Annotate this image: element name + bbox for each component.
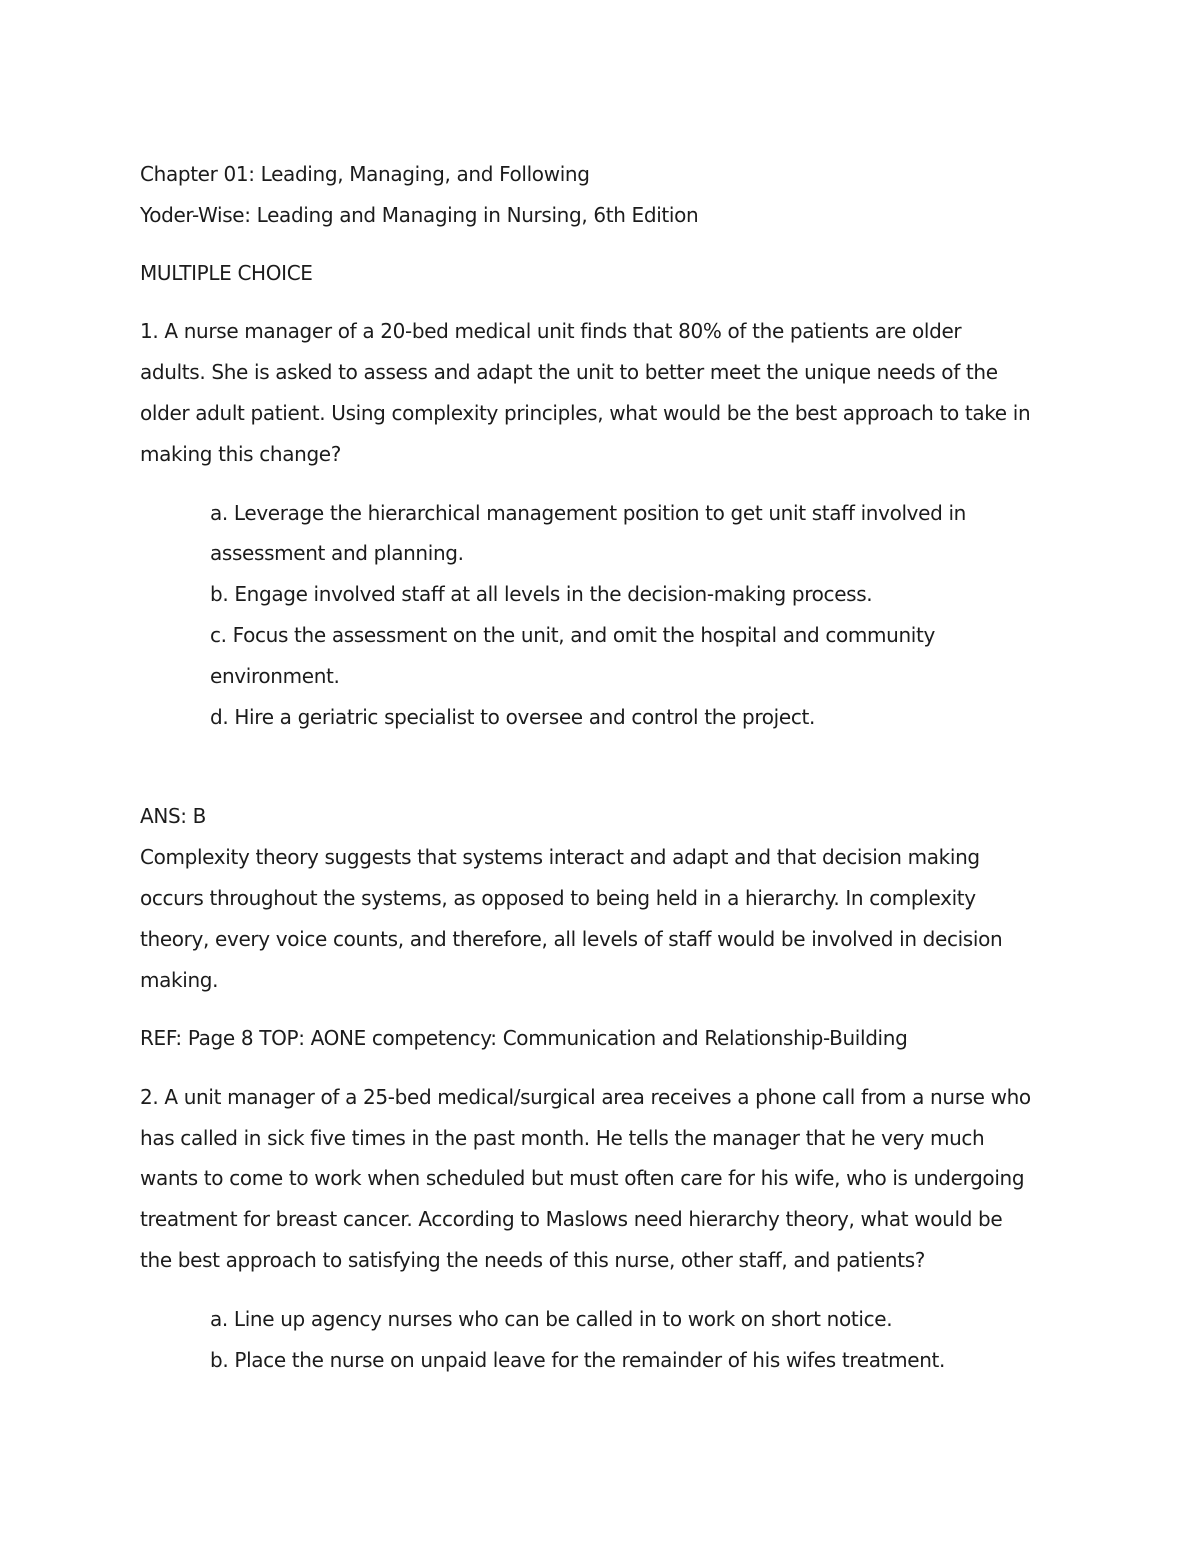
question-1-option-a-continued: assessment and planning.	[210, 541, 464, 565]
question-2-option-a: a. Line up agency nurses who can be called in to work on short notice.	[210, 1307, 893, 1331]
question-1-option-c: c. Focus the assessment on the unit, and omit the hospital and community	[210, 623, 935, 647]
question-1-rationale-line: making.	[140, 968, 219, 992]
question-1-rationale-line: occurs throughout the systems, as opposed to being held in a hierarchy. In complexity	[140, 886, 976, 910]
question-1-option-b: b. Engage involved staff at all levels in the decision-making process.	[210, 582, 873, 606]
question-1-stem-line: older adult patient. Using complexity principles, what would be the best approach to take in	[140, 401, 1031, 425]
question-1-rationale-line: Complexity theory suggests that systems interact and adapt and that decision making	[140, 845, 980, 869]
question-2-stem-line: 2. A unit manager of a 25-bed medical/surgical area receives a phone call from a nurse who	[140, 1085, 1031, 1109]
question-1-answer: ANS: B	[140, 804, 207, 828]
question-1-option-a: a. Leverage the hierarchical management position to get unit staff involved in	[210, 501, 967, 525]
question-2-stem-line: has called in sick five times in the past month. He tells the manager that he very much	[140, 1126, 985, 1150]
book-title: Yoder-Wise: Leading and Managing in Nursing, 6th Edition	[140, 203, 699, 227]
question-1-option-d: d. Hire a geriatric specialist to oversee and control the project.	[210, 705, 815, 729]
question-2-stem-line: the best approach to satisfying the needs of this nurse, other staff, and patients?	[140, 1248, 926, 1272]
question-2-stem-line: treatment for breast cancer. According to Maslows need hierarchy theory, what would be	[140, 1207, 1003, 1231]
question-1-stem-line: adults. She is asked to assess and adapt the unit to better meet the unique needs of the	[140, 360, 998, 384]
question-1-rationale-line: theory, every voice counts, and therefore, all levels of staff would be involved in decision	[140, 927, 1003, 951]
question-1-option-c-continued: environment.	[210, 664, 340, 688]
question-1-stem-line: 1. A nurse manager of a 20-bed medical unit finds that 80% of the patients are older	[140, 319, 962, 343]
chapter-title: Chapter 01: Leading, Managing, and Following	[140, 162, 590, 186]
question-1-reference: REF: Page 8 TOP: AONE competency: Communication and Relationship-Building	[140, 1026, 908, 1050]
question-2-stem-line: wants to come to work when scheduled but must often care for his wife, who is undergoing	[140, 1166, 1025, 1190]
section-heading: MULTIPLE CHOICE	[140, 261, 313, 285]
question-2-option-b: b. Place the nurse on unpaid leave for the remainder of his wifes treatment.	[210, 1348, 946, 1372]
question-1-stem-line: making this change?	[140, 442, 342, 466]
